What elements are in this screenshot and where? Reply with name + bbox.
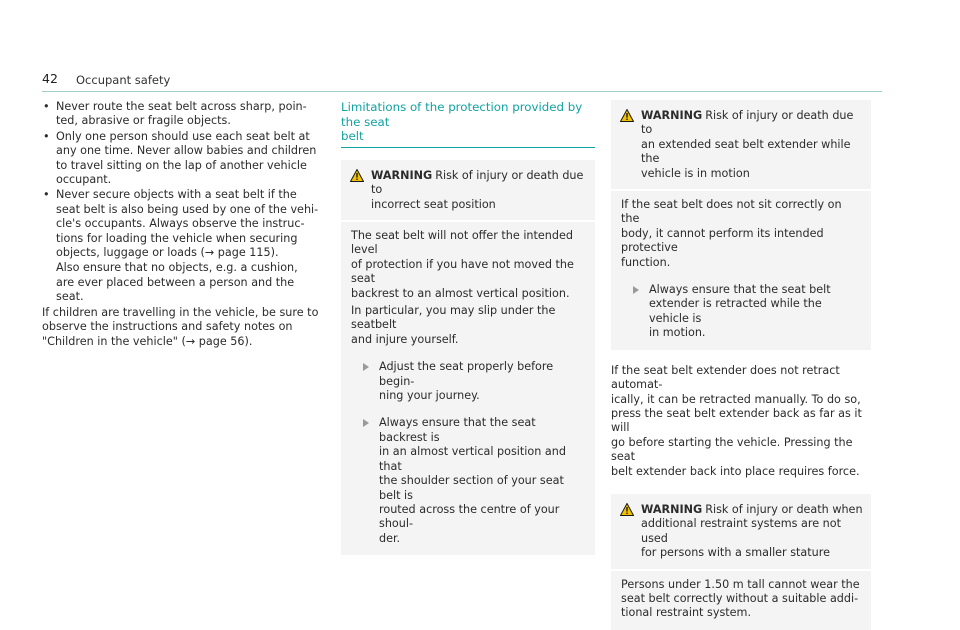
instruction-arrow-icon: [363, 419, 369, 427]
warning-triangle-icon: [620, 503, 634, 516]
warning-triangle-icon: [350, 169, 364, 182]
list-item: • Only one person should use each seat belt at any one time. Never allow babies and children to travel sitting on the lap of another vehicle occupant.: [42, 130, 324, 188]
children-note: If children are travelling in the vehicle, be sure to observe the instructions and safety notes on "Children in the vehicle" (→ page 56).: [42, 305, 319, 348]
instruction-step: Always ensure that the seat belt extender is retracted while the vehicle is in motion.: [621, 283, 861, 341]
section-heading: Limitations of the protection provided by the seat belt: [341, 100, 595, 148]
instruction-step: Adjust the seat properly before begin- ning your journey.: [351, 360, 585, 403]
list-item: • Never secure objects with a seat belt if the seat belt is also being used by one of the vehi- cle's occupants. Always observe the instruc- tions for loading the vehicle when securing objects, luggage or loads (→ page 115). Also ensure that no objects, e.g. a cushion, are ever placed between a person and the seat.: [42, 188, 324, 304]
section-name: Occupant safety: [76, 73, 171, 87]
warning-body: Persons under 1.50 m tall cannot wear the seat belt correctly without a suitable addi- tional restraint system.: [621, 577, 860, 620]
warning-box: [611, 100, 871, 350]
list-item: • Never route the seat belt across sharp, poin- ted, abrasive or fragile objects.: [42, 100, 324, 129]
warning-body: If the seat belt does not sit correctly on the body, it cannot perform its intended protective function. Always ensure that the seat belt extender is retracted while the vehicle is in motion.: [611, 191, 871, 350]
bullet-list: [42, 100, 324, 305]
warning-label: WARNING: [371, 168, 433, 182]
warning-label: WARNING: [641, 109, 703, 122]
instruction-step: Always ensure that the seat backrest is in an almost vertical position and that the shoulder section of your seat belt is routed across the centre of your shoul- der.: [351, 416, 585, 546]
warning-label: WARNING: [641, 502, 703, 516]
column-middle: [341, 100, 595, 555]
instruction-arrow-icon: [633, 286, 639, 294]
instruction-arrow-icon: [363, 363, 369, 371]
bullet-extra-note: Also ensure that no objects, e.g. a cushion, are ever placed between a person and the seat.: [56, 261, 298, 304]
column-left: [42, 100, 324, 349]
warning-header: WARNING Risk of injury or death when additional restraint systems are not used for persons with a smaller stature: [611, 494, 871, 571]
warning-body: The seat belt will not offer the intended level of protection if you have not moved the seat backrest to an almost vertical position. In particular, you may slip under the seatbelt and injure yourself. Adjust the seat properly before begin- ning your journey. Always ensure that the seat backrest is in an almost vertical position and that the shoulder section of your seat belt is routed across the centre of your shoul- der.: [341, 222, 595, 555]
page-header: [42, 72, 882, 92]
warning-header: WARNING Risk of injury or death due to incorrect seat position: [341, 160, 595, 222]
page-number: 42: [42, 71, 58, 86]
warning-header: WARNING Risk of injury or death due to an extended seat belt extender while the vehicle is in motion: [611, 100, 871, 191]
warning-box: [611, 494, 871, 630]
warning-box: [341, 160, 595, 555]
column-right: [611, 100, 871, 630]
extender-paragraph: If the seat belt extender does not retract automat- ically, it can be retracted manually. To do so, press the seat belt extender back as far as it will go before starting the vehicle. Pressing the seat belt extender back into place requires force.: [611, 363, 862, 478]
warning-triangle-icon: [620, 109, 634, 122]
